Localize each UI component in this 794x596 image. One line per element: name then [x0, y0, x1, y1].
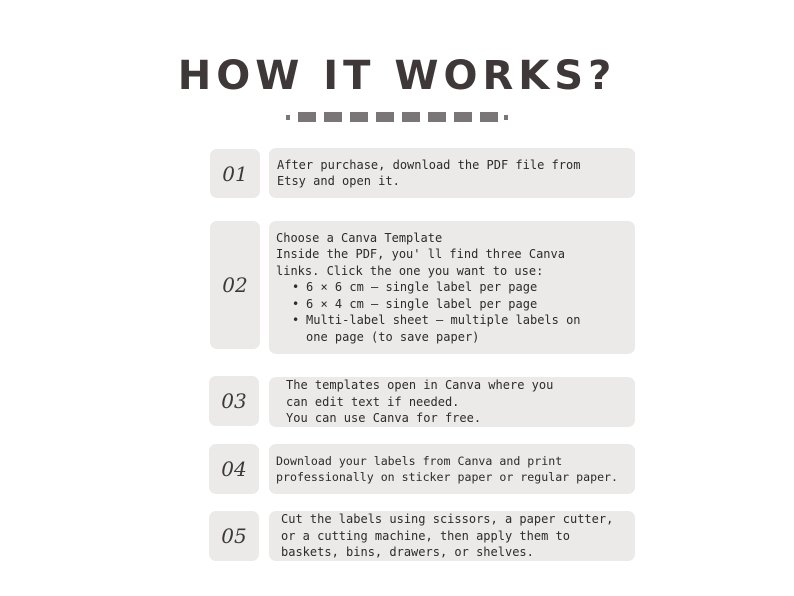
step-text-box-05	[269, 511, 635, 561]
list-item: • 6 × 6 cm – single label per page	[292, 279, 635, 296]
title-underline-dashes	[286, 111, 510, 123]
step-number-03: 03	[209, 376, 259, 426]
list-item: • Multi-label sheet – multiple labels on one page (to save paper)	[292, 312, 635, 345]
step-heading: Choose a Canva Template	[276, 230, 443, 245]
step-text: After purchase, download the PDF file from Etsy and open it.	[277, 157, 581, 188]
step-number-02: 02	[210, 221, 260, 349]
step-text: The templates open in Canva where you can edit text if needed. You can use Canva for free.	[286, 378, 554, 426]
list-item: • 6 × 4 cm – single label per page	[292, 296, 635, 313]
step-text-box-03	[269, 377, 635, 427]
step-number-04: 04	[209, 444, 259, 494]
step-text: Download your labels from Canva and print professionally on sticker paper or regular paper.	[276, 453, 619, 484]
page-title: HOW IT WORKS?	[177, 53, 617, 99]
step-text-box-04	[269, 444, 635, 494]
step-intro: Inside the PDF, you' ll find three Canva links. Click the one you want to use:	[276, 247, 565, 278]
step-number-05: 05	[209, 511, 259, 561]
template-options-list	[276, 279, 635, 345]
step-text: Cut the labels using scissors, a paper cutter, or a cutting machine, then apply them to baskets, bins, drawers, or shelves.	[281, 512, 614, 560]
step-text-box-02	[269, 221, 635, 354]
step-number-01: 01	[210, 149, 260, 198]
step-text-box-01	[269, 148, 635, 198]
